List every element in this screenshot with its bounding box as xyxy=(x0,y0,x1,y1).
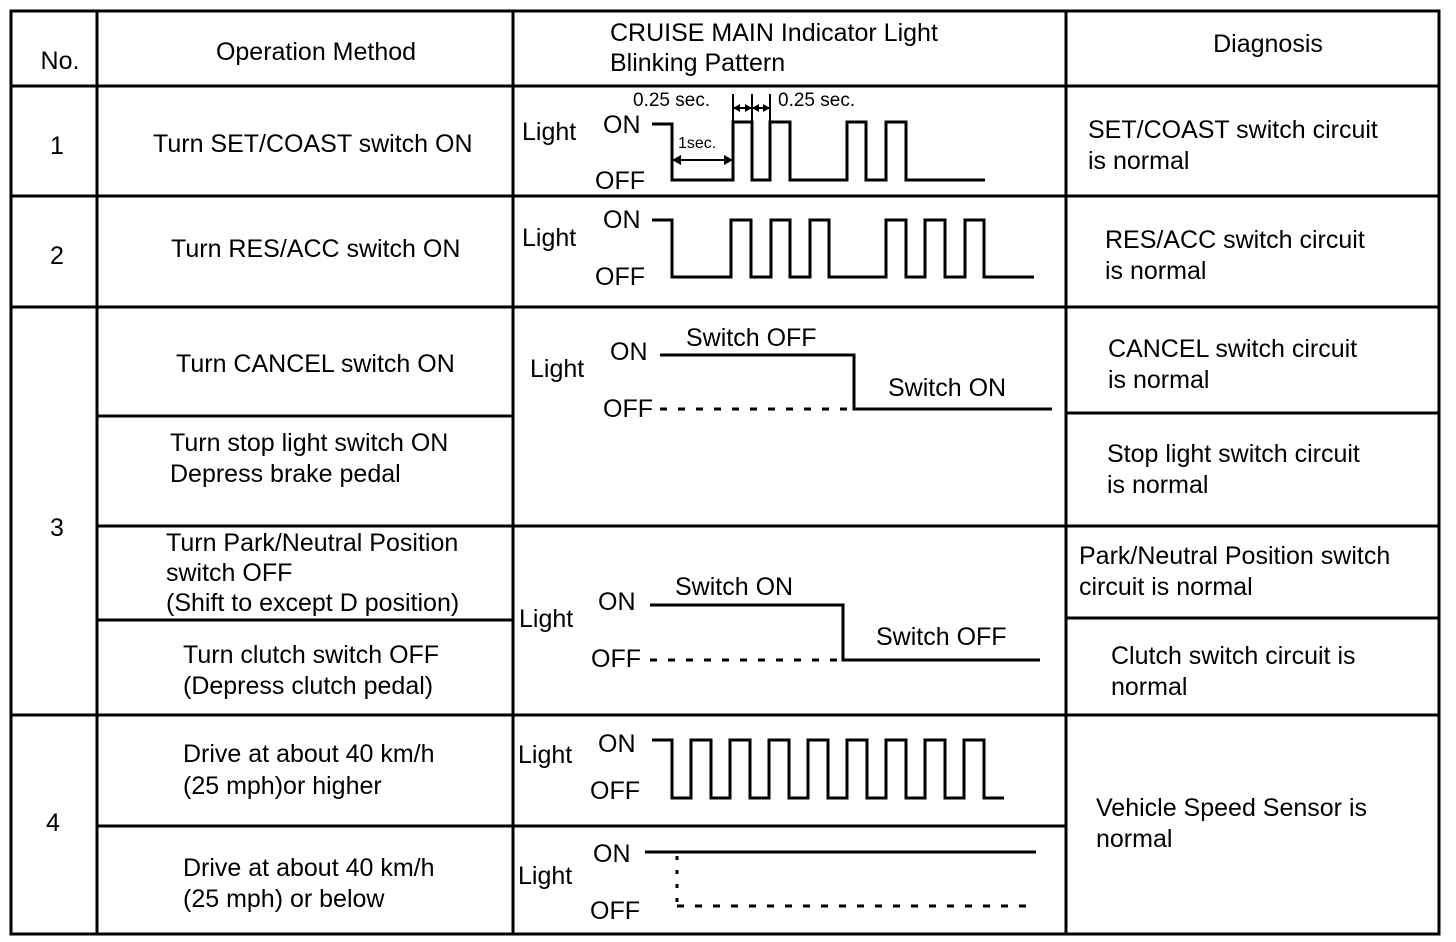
header-no: No. xyxy=(40,47,80,75)
waveform-row4a xyxy=(652,740,1004,798)
row3-item3-diagnosis-line2: circuit is normal xyxy=(1079,573,1253,601)
row4b-on-label: ON xyxy=(593,840,631,868)
waveform-row2 xyxy=(652,220,1034,277)
row3a-off-label: OFF xyxy=(603,395,653,423)
row4a-light-label: Light xyxy=(518,741,573,769)
row3a-light-label: Light xyxy=(530,355,585,383)
row2-method: Turn RES/ACC switch ON xyxy=(171,235,461,263)
row1-no: 1 xyxy=(50,132,64,160)
row3a-on-label: ON xyxy=(610,338,648,366)
row2-light-label: Light xyxy=(522,224,577,252)
row3a-before-label: Switch OFF xyxy=(686,324,817,352)
header-pattern-line2: Blinking Pattern xyxy=(610,49,786,77)
row3-item4-method-line2: (Depress clutch pedal) xyxy=(183,672,434,700)
row1-light-label: Light xyxy=(522,118,577,146)
row2-on-label: ON xyxy=(603,206,641,234)
row3-item3-method-line1: Turn Park/Neutral Position xyxy=(166,529,459,557)
row4a-off-label: OFF xyxy=(590,777,640,805)
row4-item1-method-line2: (25 mph)or higher xyxy=(183,772,382,800)
row4-item2-method-line1: Drive at about 40 km/h xyxy=(183,854,435,882)
row2-off-label: OFF xyxy=(595,263,645,291)
row1-diagnosis-line2: is normal xyxy=(1088,147,1190,175)
row2-diagnosis-line2: is normal xyxy=(1105,257,1207,285)
row1-off-label: OFF xyxy=(595,167,645,195)
row1-diagnosis-line1: SET/COAST switch circuit xyxy=(1088,116,1378,144)
row3b-before-label: Switch ON xyxy=(675,573,794,601)
row2-no: 2 xyxy=(50,242,64,270)
row3-item2-method-line2: Depress brake pedal xyxy=(170,460,401,488)
row4b-off-label: OFF xyxy=(590,897,640,925)
row1-on-label: ON xyxy=(603,111,641,139)
row4b-light-label: Light xyxy=(518,862,573,890)
row3-no: 3 xyxy=(50,514,64,542)
row1-method: Turn SET/COAST switch ON xyxy=(153,130,473,158)
row4-item2-method-line2: (25 mph) or below xyxy=(183,885,385,913)
row1-delay-label: 1sec. xyxy=(678,135,717,152)
row4a-on-label: ON xyxy=(598,730,636,758)
row4-no: 4 xyxy=(46,809,60,837)
row3b-after-label: Switch OFF xyxy=(876,623,1007,651)
row3-item2-diagnosis-line1: Stop light switch circuit xyxy=(1107,440,1360,468)
row3-item1-diagnosis-line1: CANCEL switch circuit xyxy=(1108,335,1358,363)
header-pattern-line1: CRUISE MAIN Indicator Light xyxy=(610,19,938,47)
row3-item4-diagnosis-line1: Clutch switch circuit is xyxy=(1111,642,1356,670)
row3b-light-label: Light xyxy=(519,605,574,633)
row3b-off-label: OFF xyxy=(591,645,641,673)
header-diagnosis: Diagnosis xyxy=(1213,30,1323,58)
waveform-row4b xyxy=(645,852,1036,906)
row3-item3-method-line2: switch OFF xyxy=(166,559,293,587)
row3b-on-label: ON xyxy=(598,588,636,616)
row3-item2-diagnosis-line2: is normal xyxy=(1107,471,1209,499)
row3a-after-label: Switch ON xyxy=(888,374,1007,402)
row4-item1-method-line1: Drive at about 40 km/h xyxy=(183,740,435,768)
header-operation-method: Operation Method xyxy=(215,38,417,66)
row3-item1-method: Turn CANCEL switch ON xyxy=(176,350,455,378)
row3-item4-diagnosis-line2: normal xyxy=(1111,673,1188,701)
row4-diagnosis-line2: normal xyxy=(1096,825,1173,853)
row3-item4-method-line1: Turn clutch switch OFF xyxy=(183,641,440,669)
row3-item3-method-line3: (Shift to except D position) xyxy=(166,589,460,617)
row3-item1-diagnosis-line2: is normal xyxy=(1108,366,1210,394)
row1-pulse-width-label: 0.25 sec. xyxy=(633,90,711,111)
row4-diagnosis-line1: Vehicle Speed Sensor is xyxy=(1096,794,1368,822)
row2-diagnosis-line1: RES/ACC switch circuit xyxy=(1105,226,1365,254)
row3-item2-method-line1: Turn stop light switch ON xyxy=(170,429,449,457)
row3-item3-diagnosis-line1: Park/Neutral Position switch xyxy=(1079,542,1391,570)
row1-pulse-gap-label: 0.25 sec. xyxy=(778,90,856,111)
